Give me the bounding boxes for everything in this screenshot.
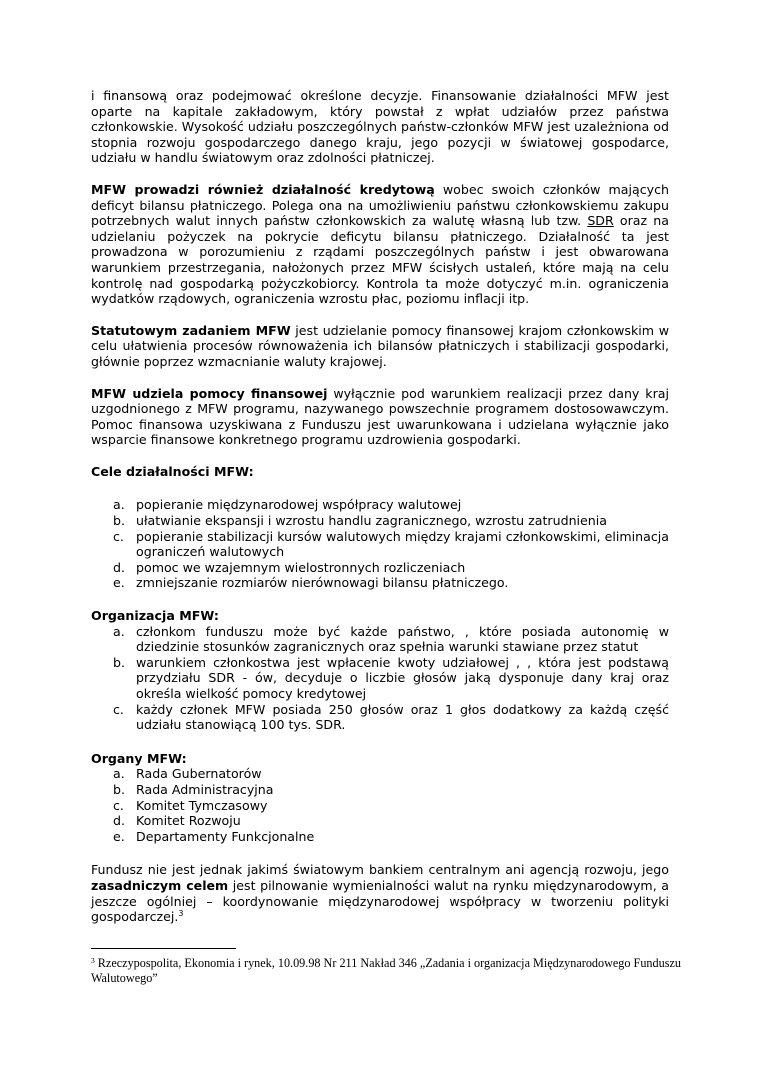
list-item-text: Departamenty Funkcjonalne (136, 828, 315, 844)
list-item-text: popieranie międzynarodowej współpracy walutowej (136, 497, 462, 513)
statutory-task-text: jest udzielanie pomocy finansowej krajom członkowskim w celu ułatwienia procesów równoważenia ich bilansów płatniczych i stabilizacji gospodarki, głównie poprzez wzmacnianie waluty krajowej. (91, 322, 669, 369)
list-marker: b. (113, 513, 125, 529)
list-item-text: członkom funduszu może być każde państwo, , które posiada autonomię w dziedzinie stosunków zagranicznych oraz spełnia warunki stawiane przez statut (136, 623, 669, 655)
list-item (113, 701, 669, 733)
financial-aid-text: wyłącznie pod warunkiem realizacji przez dany kraj uzgodnionego z MFW programu, nazywanego powszechnie programem dostosowawczym. Pomoc finansowa uzyskiwana z Funduszu jest uwarunkowana i udzielana wyłącznie jako wsparcie finansowe konkretnego programu uzdrowienia gospodarki. (91, 385, 669, 448)
list-item-text: zmniejszanie rozmiarów nierównowagi bilansu płatniczego. (136, 575, 509, 591)
list-marker: d. (113, 813, 125, 829)
list-item-text: pomoc we wzajemnym wielostronnych rozliczeniach (136, 559, 466, 575)
organization-list (113, 623, 669, 733)
paragraph-financing (91, 88, 669, 166)
list-item (113, 575, 669, 591)
list-marker: c. (113, 528, 124, 544)
fund-purpose-text-a: Fundusz nie jest jednak jakimś światowym bankiem centralnym ani agencją rozwoju, jego (91, 862, 669, 878)
paragraph-credit-activity (91, 182, 669, 307)
list-item (113, 623, 669, 655)
heading-bodies: Organy MFW: (91, 750, 187, 766)
sdr-link[interactable]: SDR (587, 213, 614, 229)
list-item-text: Rada Gubernatorów (136, 766, 262, 782)
credit-activity-bold: MFW prowadzi również działalność kredytową (91, 181, 435, 197)
list-marker: a. (113, 766, 125, 782)
fund-purpose-bold: zasadniczym celem (91, 877, 229, 893)
list-marker: e. (113, 828, 125, 844)
list-item-text: popieranie stabilizacji kursów walutowych między krajami członkowskimi, eliminacja ograniczeń walutowych (136, 528, 669, 560)
heading-goals: Cele działalności MFW: (91, 463, 254, 479)
list-marker: c. (113, 701, 124, 717)
footnote (91, 956, 681, 986)
list-marker: a. (113, 623, 125, 639)
list-marker: a. (113, 497, 125, 513)
statutory-task-bold: Statutowym zadaniem MFW (91, 322, 291, 338)
credit-activity-text-b: oraz na udzielaniu pożyczek na pokrycie deficytu bilansu płatniczego. Działalność ta jest prowadzona w porozumieniu z rządami poszczególnych państw i jest obwarowana warunkiem przestrzegania, nałożonych przez MFW ścisłych ustaleń, które mają na celu kontrolę nad gospodarką pożyczkobiorcy. Kontrola ta może dotyczyć m.in. ograniczenia wydatków rządowych, ograniczenia wzrostu płac, poziomu inflacji itp. (91, 213, 669, 307)
list-item (113, 828, 669, 845)
list-item (113, 559, 669, 576)
list-item (113, 528, 669, 560)
paragraph-statutory-task (91, 323, 669, 370)
fund-purpose-text-b: jest pilnowanie wymienialności walut na rynku międzynarodowym, a jeszcze ogólniej – koordynowanie międzynarodowej współpracy w tworzeniu polityki gospodarczej. (91, 877, 669, 925)
heading-organization: Organizacja MFW: (91, 608, 219, 624)
footnote-reference[interactable]: 3 (178, 909, 184, 919)
credit-activity-text-a: wobec swoich członków mających deficyt bilansu płatniczego. Polega ona na umożliwieniu państwu członkowskiemu zakupu potrzebnych walut innych państw członkowskich za walutę własną lub tzw. (91, 181, 669, 229)
list-item (113, 781, 669, 798)
list-item (113, 797, 669, 814)
list-item (113, 813, 669, 829)
bodies-list (113, 766, 669, 844)
document-body (91, 88, 669, 925)
footnote-text: Rzeczypospolita, Ekonomia i rynek, 10.09.98 Nr 211 Nakład 346 „Zadania i organizacja Międzynarodowego Funduszu Walutowego” (91, 956, 681, 985)
list-item-text: warunkiem członkostwa jest wpłacenie kwoty udziałowej , , która jest podstawą przydziału SDR - ów, decyduje o liczbie głosów jaką dysponuje dany kraj oraz określa wielkość pomocy kredytowej (136, 654, 669, 701)
list-item-text: Komitet Tymczasowy (136, 797, 268, 813)
list-marker: b. (113, 654, 125, 670)
paragraph-financing-text: i finansową oraz podejmować określone decyzje. Finansowanie działalności MFW jest oparte na kapitale zakładowym, który powstał z wpłat udziałów przez państwa członkowskie. Wysokość udziału poszczególnych państw-członków MFW jest uzależniona od stopnia rozwoju gospodarczego danego kraju, jego pozycji w światowej gospodarce, udziału w handlu światowym oraz zdolności płatniczej. (91, 88, 669, 166)
goals-list (113, 497, 669, 591)
list-marker: c. (113, 797, 124, 813)
financial-aid-bold: MFW udziela pomocy finansowej (91, 385, 328, 401)
list-item (113, 497, 669, 513)
list-item (113, 766, 669, 782)
paragraph-financial-aid (91, 386, 669, 448)
list-marker: b. (113, 781, 125, 797)
list-marker: d. (113, 559, 125, 575)
list-item-text: każdy członek MFW posiada 250 głosów oraz 1 głos dodatkowy za każdą część udziału stanowiącą 100 tys. SDR. (136, 701, 669, 733)
footnote-separator (91, 948, 236, 949)
list-item-text: Rada Administracyjna (136, 781, 274, 797)
footnote-marker: 3 (91, 956, 95, 965)
list-marker: e. (113, 575, 125, 591)
list-item-text: Komitet Rozwoju (136, 813, 241, 829)
list-item-text: ułatwianie ekspansji i wzrostu handlu zagranicznego, wzrostu zatrudnienia (136, 513, 607, 529)
list-item (113, 654, 669, 702)
list-item (113, 513, 669, 529)
paragraph-fund-purpose (91, 862, 669, 924)
